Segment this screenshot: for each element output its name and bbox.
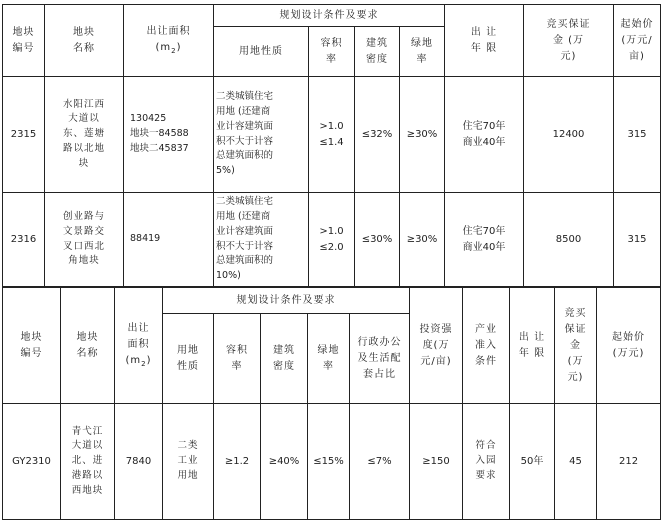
cell-land-use: 二类城镇住宅 用地 (还建商 业计容建筑面 积不大于计容 总建筑面积的 10%)	[214, 193, 309, 287]
cell-far: >1.0 ≤2.0	[309, 193, 355, 287]
cell-admin-ratio: ≤7%	[350, 404, 410, 520]
cell-far: >1.0 ≤1.4	[309, 77, 355, 193]
cell-green-ratio: ≤15%	[308, 404, 350, 520]
cell-building-density: ≥40%	[261, 404, 308, 520]
cell-far: ≥1.2	[214, 404, 261, 520]
header-land-use: 用地 性质	[163, 314, 214, 404]
header-far: 容积 率	[214, 314, 261, 404]
cell-investment-intensity: ≥150	[410, 404, 463, 520]
header-green-ratio: 绿地 率	[400, 27, 445, 77]
cell-deposit: 8500	[524, 193, 614, 287]
header-deposit: 竞买 保证 金 (万 元)	[555, 288, 597, 404]
cell-area: 7840	[115, 404, 163, 520]
cell-area: 88419	[124, 193, 214, 287]
cell-land-use: 二类城镇住宅 用地 (还建商 业计容建筑面 积不大于计容 总建筑面积的 5%)	[214, 77, 309, 193]
header-block-no: 地块 编号	[3, 288, 61, 404]
header-area: 出让面积 $(m_2)$	[124, 5, 214, 77]
header-admin-ratio: 行政办公 及生活配 套占比	[350, 314, 410, 404]
header-block-no: 地块 编号	[3, 5, 45, 77]
header-land-use: 用地性质	[214, 27, 309, 77]
header-building-density: 建筑 密度	[355, 27, 400, 77]
header-deposit: 竞买保证 金 (万 元)	[524, 5, 614, 77]
cell-start-price: 315	[614, 77, 661, 193]
cell-green-ratio: ≥30%	[400, 77, 445, 193]
cell-block-no: 2315	[3, 77, 45, 193]
header-start-price: 起始价 (万元)	[597, 288, 661, 404]
cell-area: 130425 地块一84588 地块二45837	[124, 77, 214, 193]
cell-deposit: 12400	[524, 77, 614, 193]
cell-term: 50年	[510, 404, 555, 520]
header-term: 出 让 年 限	[510, 288, 555, 404]
cell-green-ratio: ≥30%	[400, 193, 445, 287]
land-table-residential	[2, 4, 661, 287]
header-start-price: 起始价 (万元/ 亩)	[614, 5, 661, 77]
header-term: 出 让 年 限	[445, 5, 524, 77]
header-green-ratio: 绿地 率	[308, 314, 350, 404]
header-building-density: 建筑 密度	[261, 314, 308, 404]
cell-industry-access: 符合 入园 要求	[463, 404, 510, 520]
cell-building-density: ≤30%	[355, 193, 400, 287]
table-row	[3, 404, 661, 520]
header-block-name: 地块 名称	[61, 288, 115, 404]
header-far: 容积 率	[309, 27, 355, 77]
cell-block-name: 水阳江西 大道以 东、莲塘 路以北地 块	[45, 77, 124, 193]
cell-start-price: 315	[614, 193, 661, 287]
cell-start-price: 212	[597, 404, 661, 520]
header-industry-access: 产业 准入 条件	[463, 288, 510, 404]
cell-building-density: ≤32%	[355, 77, 400, 193]
table-row	[3, 77, 661, 193]
cell-term: 住宅70年 商业40年	[445, 77, 524, 193]
cell-block-no: 2316	[3, 193, 45, 287]
cell-block-name: 青弋江 大道以 北、进 港路以 西地块	[61, 404, 115, 520]
header-block-name: 地块 名称	[45, 5, 124, 77]
header-planning-conditions: 规划设计条件及要求	[214, 5, 445, 27]
cell-block-name: 创业路与 文景路交 叉口西北 角地块	[45, 193, 124, 287]
cell-term: 住宅70年 商业40年	[445, 193, 524, 287]
cell-land-use: 二类 工业 用地	[163, 404, 214, 520]
header-planning-conditions: 规划设计条件及要求	[163, 288, 410, 314]
header-area: 出让 面积 $(m_2)$	[115, 288, 163, 404]
table-row	[3, 193, 661, 287]
header-investment-intensity: 投资强 度(万 元/亩)	[410, 288, 463, 404]
land-table-industrial	[2, 287, 661, 520]
cell-block-no: GY2310	[3, 404, 61, 520]
cell-deposit: 45	[555, 404, 597, 520]
